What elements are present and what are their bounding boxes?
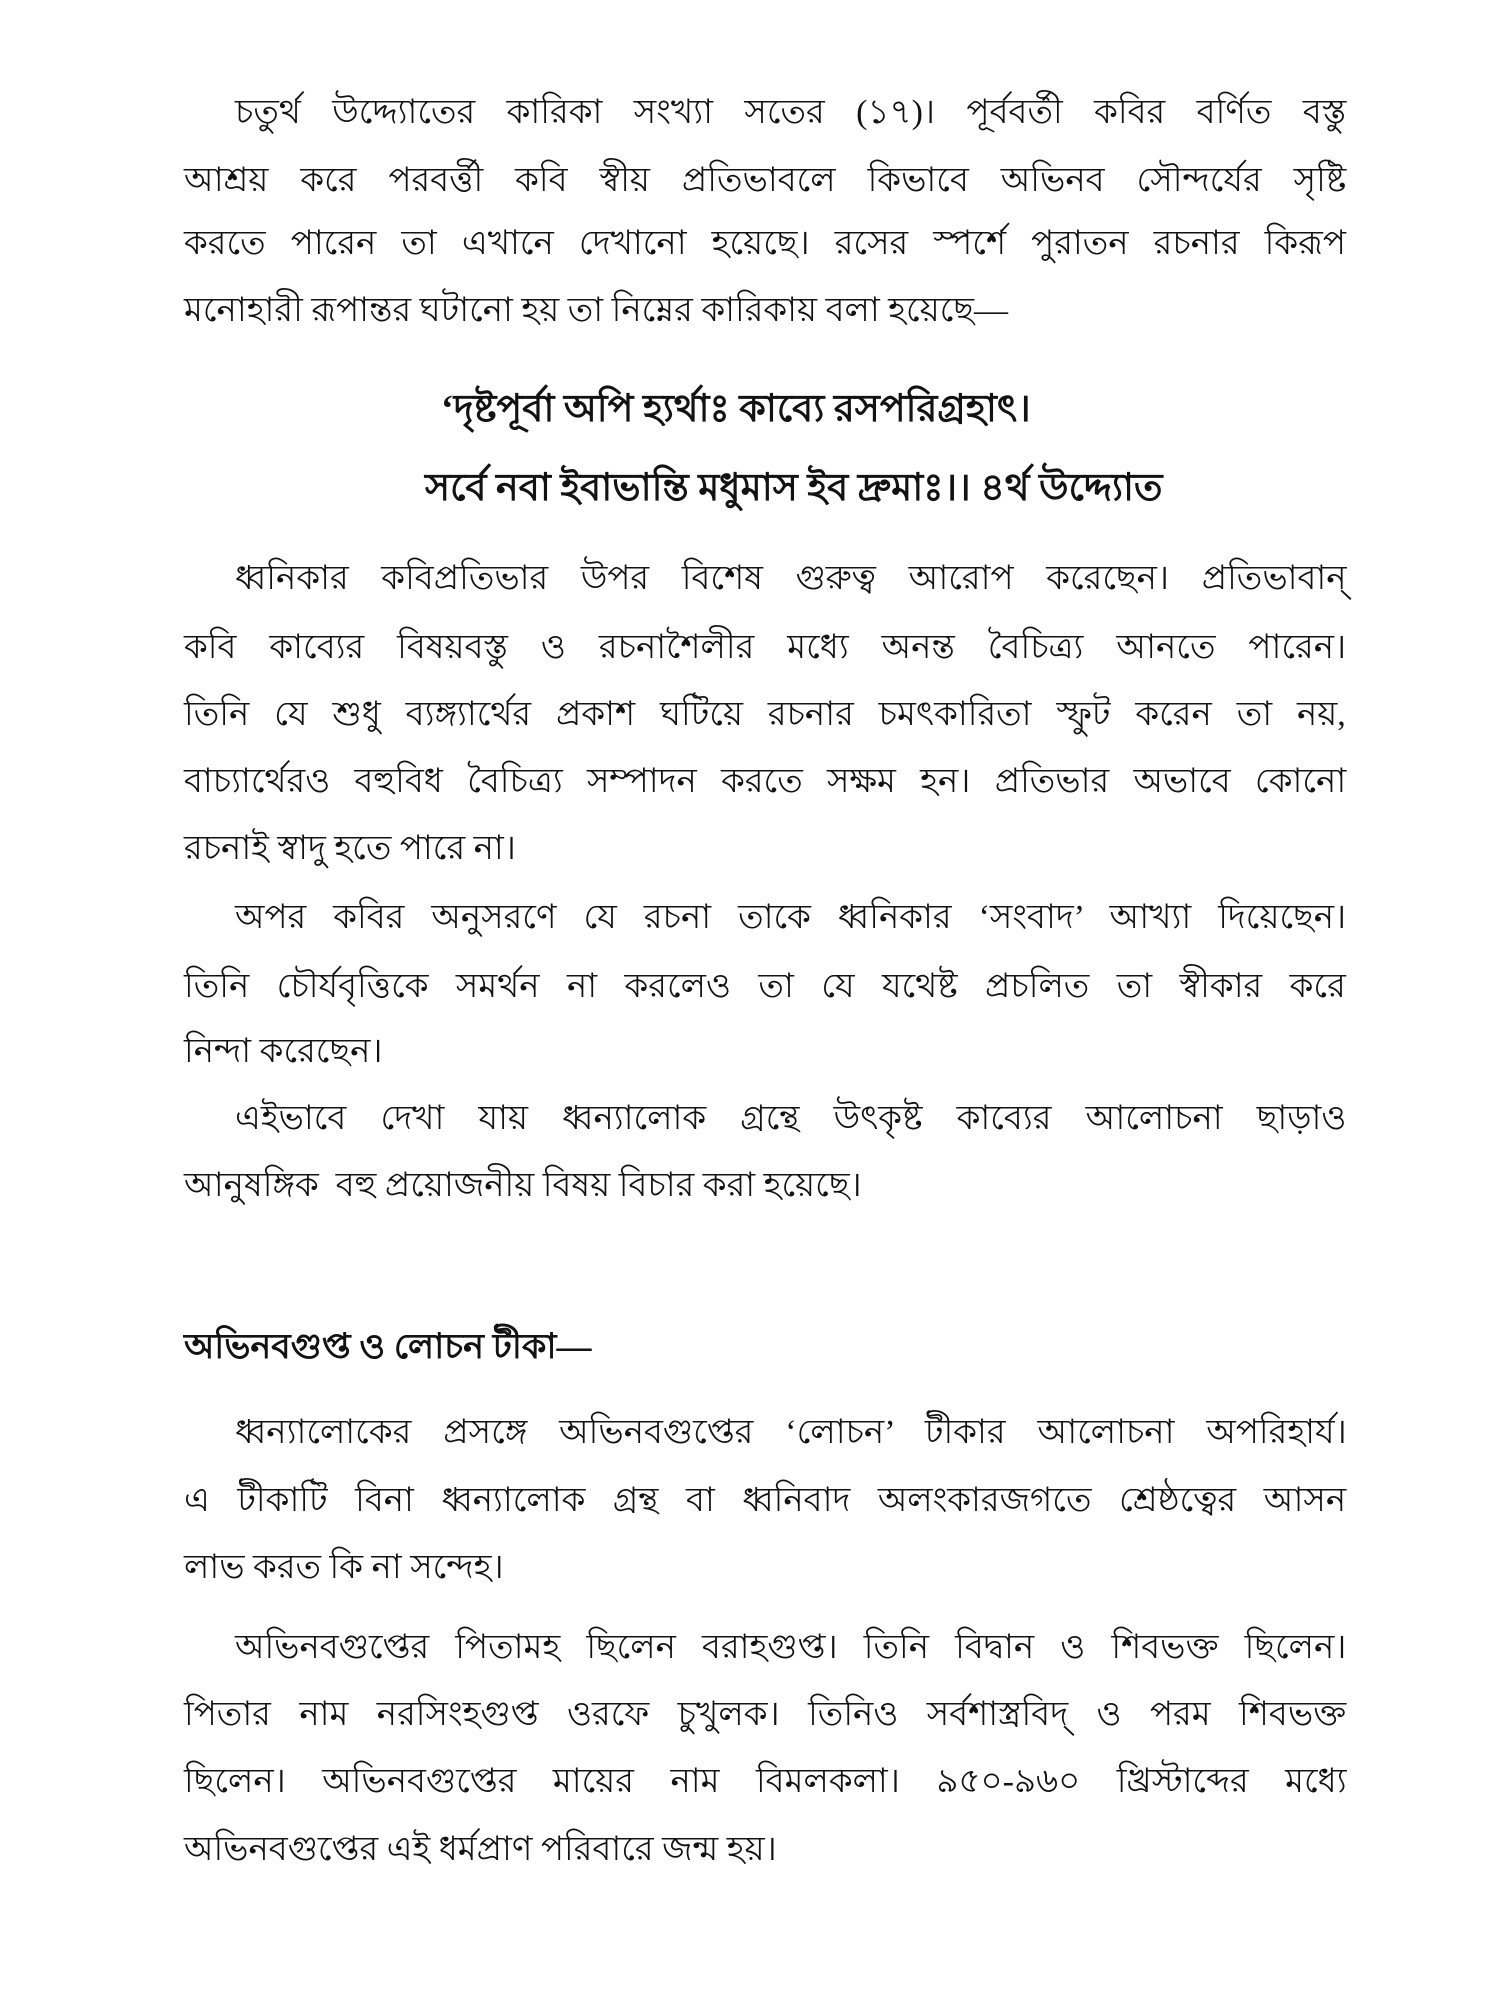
text-line: অভিনবগুপ্তের পিতামহ ছিলেন বরাহগুপ্ত। তিনি বিদ্বান ও শিবভক্ত ছিলেন। <box>235 1629 1347 1666</box>
text-line: তিনি যে শুধু ব্যঙ্গ্যার্থের প্রকাশ ঘটিয়ে রচনার চমৎকারিতা স্ফুট করেন তা নয়, <box>184 696 1346 733</box>
text-line: আশ্রয় করে পরবর্ত্তী কবি স্বীয় প্রতিভাবলে কিভাবে অভিনব সৌন্দর্যের সৃষ্টি <box>184 162 1347 199</box>
text-line: লাভ করত কি না সন্দেহ। <box>184 1549 504 1586</box>
section-heading: অভিনবগুপ্ত ও লোচন টীকা— <box>184 1327 592 1366</box>
text-line: চতুর্থ উদ্দ্যোতের কারিকা সংখ্যা সতের (১৭)। পূর্ববর্তী কবির বর্ণিত বস্তু <box>235 94 1347 131</box>
verse-line: ‘দৃষ্টপূর্বা অপি হ্যর্থাঃ কাব্যে রসপরিগ্রহাৎ। <box>441 388 1031 430</box>
text-line: অপর কবির অনুসরণে যে রচনা তাকে ধ্বনিকার ‘সংবাদ’ আখ্যা দিয়েছেন। <box>235 899 1347 936</box>
text-line: তিনি চৌর্যবৃত্তিকে সমর্থন না করলেও তা যে যথেষ্ট প্রচলিত তা স্বীকার করে <box>184 968 1346 1005</box>
verse-line: সর্বে নবা ইবাভান্তি মধুমাস ইব দ্রুমাঃ।। ৪র্থ উদ্দ্যোত <box>425 467 1163 509</box>
text-line: মনোহারী রূপান্তর ঘটানো হয় তা নিম্নের কারিকায় বলা হয়েছে— <box>184 292 1009 329</box>
text-line: কবি কাব্যের বিষয়বস্তু ও রচনাশৈলীর মধ্যে অনন্ত বৈচিত্র্য আনতে পারেন। <box>184 629 1347 666</box>
text-line: করতে পারেন তা এখানে দেখানো হয়েছে। রসের স্পর্শে পুরাতন রচনার কিরূপ <box>184 225 1346 262</box>
text-line: বাচ্যার্থেরও বহুবিধ বৈচিত্র্য সম্পাদন করতে সক্ষম হন। প্রতিভার অভাবে কোনো <box>184 763 1347 800</box>
text-line: পিতার নাম নরসিংহগুপ্ত ওরফে চুখুলক। তিনিও সর্বশাস্ত্রবিদ্ ও পরম শিবভক্ত <box>184 1696 1347 1733</box>
text-line: আনুষঙ্গিক বহু প্রয়োজনীয় বিষয় বিচার করা হয়েছে। <box>184 1167 862 1204</box>
text-line: ধ্বনিকার কবিপ্রতিভার উপর বিশেষ গুরুত্ব আরোপ করেছেন। প্রতিভাবান্ <box>235 560 1347 597</box>
text-line: এ টীকাটি বিনা ধ্বন্যালোক গ্রন্থ বা ধ্বনিবাদ অলংকারজগতে শ্রেষ্ঠত্বের আসন <box>184 1482 1347 1519</box>
text-line: অভিনবগুপ্তের এই ধর্মপ্রাণ পরিবারে জন্ম হয়। <box>184 1831 777 1868</box>
text-line: ধ্বন্যালোকের প্রসঙ্গে অভিনবগুপ্তের ‘লোচন’ টীকার আলোচনা অপরিহার্য। <box>235 1414 1347 1451</box>
text-line: এইভাবে দেখা যায় ধ্বন্যালোক গ্রন্থে উৎকৃষ্ট কাব্যের আলোচনা ছাড়াও <box>235 1100 1347 1137</box>
text-line: নিন্দা করেছেন। <box>184 1033 383 1070</box>
text-line: রচনাই স্বাদু হতে পারে না। <box>184 830 516 867</box>
text-line: ছিলেন। অভিনবগুপ্তের মায়ের নাম বিমলকলা। ৯৫০-৯৬০ খ্রিস্টাব্দের মধ্যে <box>184 1763 1347 1800</box>
